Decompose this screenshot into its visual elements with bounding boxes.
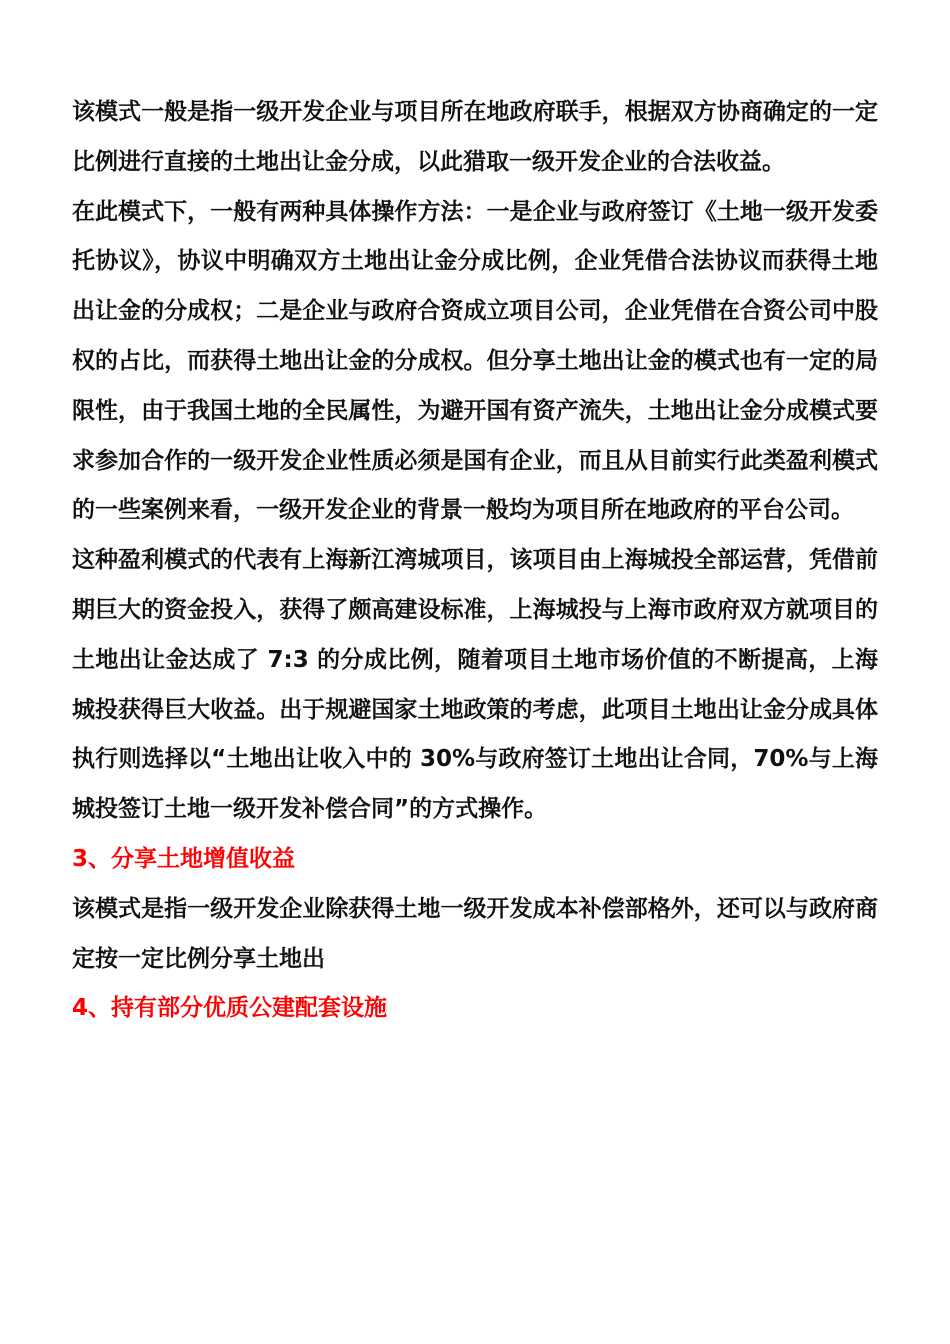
section-heading: 4、持有部分优质公建配套设施 [72, 995, 388, 1022]
document-page [72, 88, 878, 1034]
body-paragraph: 该模式一般是指一级开发企业与项目所在地政府联手，根据双方协商确定的一定比例进行直接的土地出让金分成，以此猎取一级开发企业的合法收益。 [72, 99, 878, 175]
section-heading: 3、分享土地增值收益 [72, 845, 296, 872]
body-paragraph: 该模式是指一级开发企业除获得土地一级开发成本补偿部格外，还可以与政府商定按一定比例分享土地出 [72, 895, 878, 972]
body-paragraph: 这种盈利模式的代表有上海新江湾城项目，该项目由上海城投全部运营，凭借前期巨大的资金投入，获得了颇高建设标准，上海城投与上海市政府双方就项目的土地出让金达成了 7:3 的分成比例，随着项目土地市场价值的不断提高，上海城投获得巨大收益。出于规避国家土地政策的考虑，此项目土地出让金分成具体执行则选择以“土地出让收入中的 30%与政府签订土地出让合同，70%与上海城投签订土地一级开发补偿合同”的方式操作。 [72, 547, 878, 823]
body-paragraph: 在此模式下，一般有两种具体操作方法：一是企业与政府签订《土地一级开发委托协议》，协议中明确双方土地出让金分成比例，企业凭借合法协议而获得土地出让金的分成权；二是企业与政府合资成立项目公司，企业凭借在合资公司中股权的占比，而获得土地出让金的分成权。但分享土地出让金的模式也有一定的局限性，由于我国土地的全民属性，为避开国有资产流失，土地出让金分成模式要求参加合作的一级开发企业性质必须是国有企业，而且从目前实行此类盈利模式的一些案例来看，一级开发企业的背景一般均为项目所在地政府的平台公司。 [72, 198, 878, 524]
